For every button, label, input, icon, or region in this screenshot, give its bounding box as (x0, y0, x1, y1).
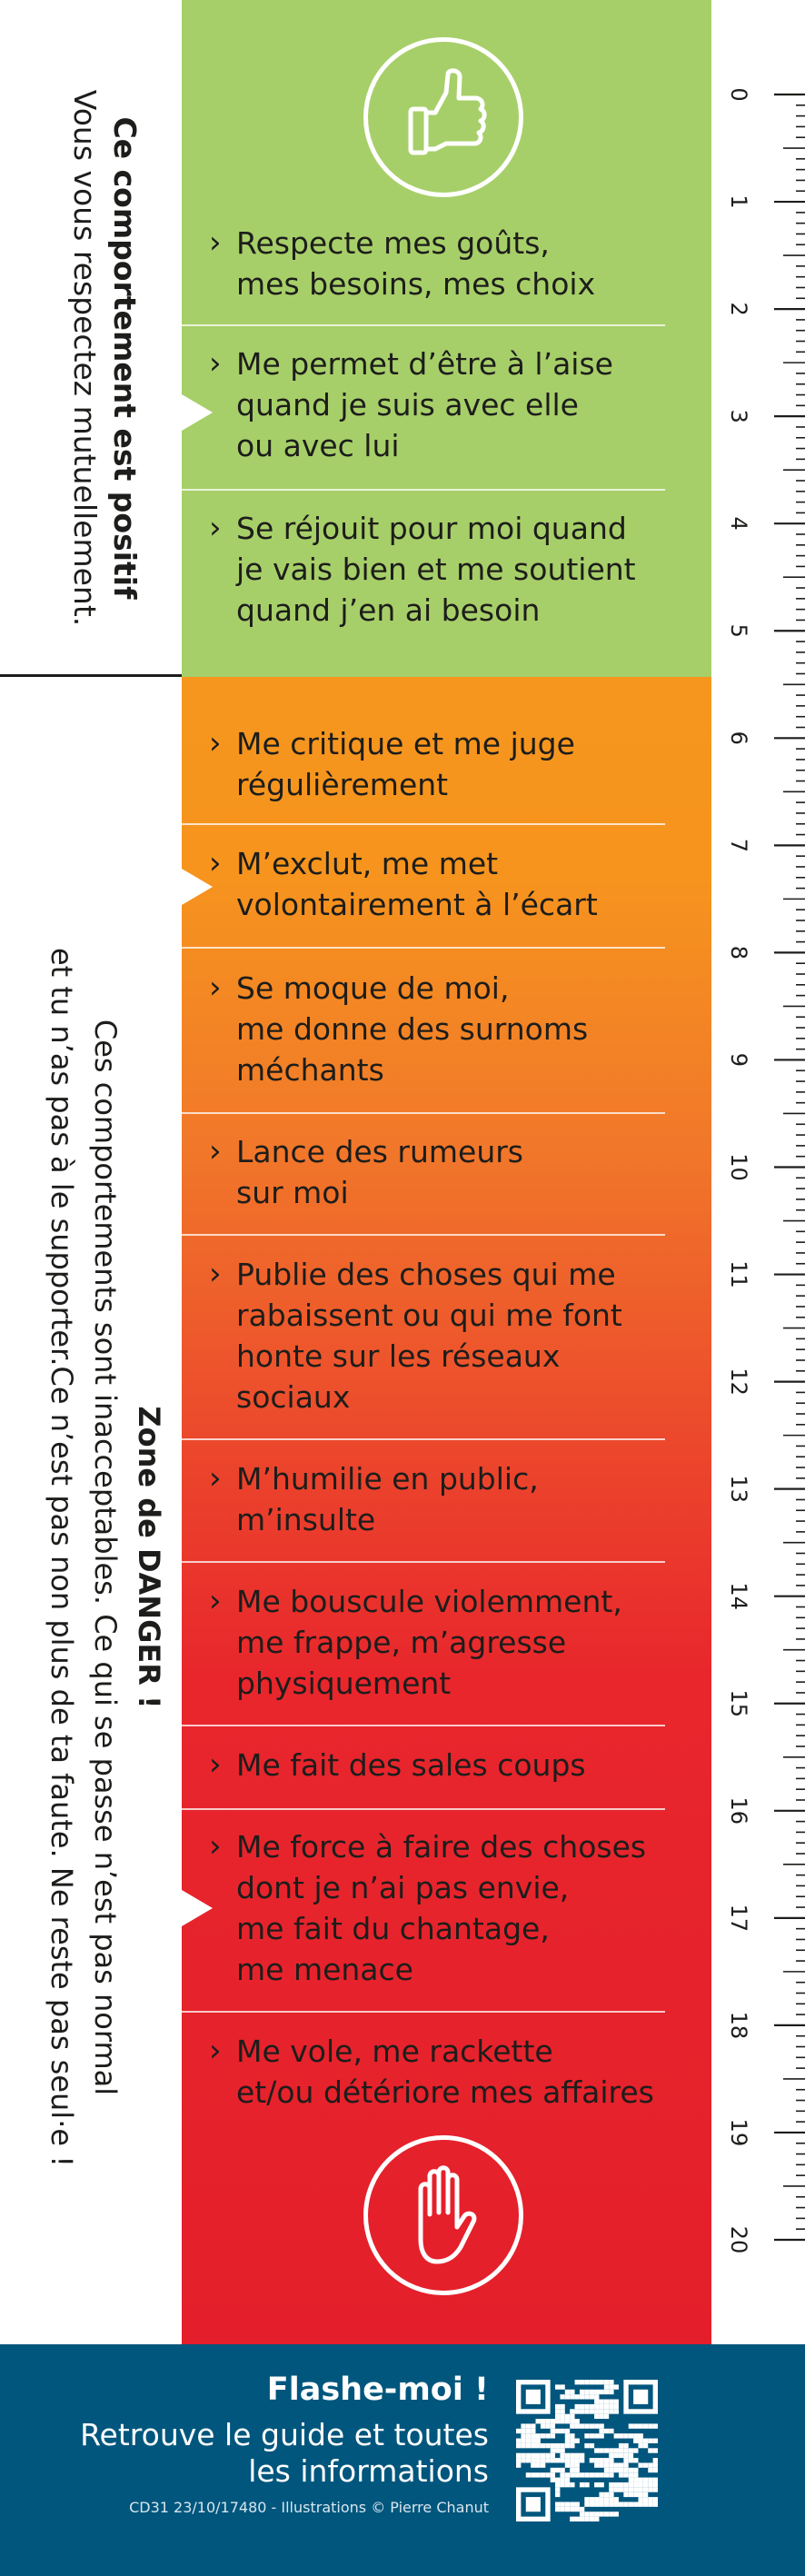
item-separator (182, 823, 665, 825)
chevron-right-icon: › (209, 1256, 222, 1292)
positive-title: Ce comportement est positif (107, 116, 143, 600)
chevron-right-icon: › (209, 970, 222, 1006)
danger-pointer-top (182, 869, 213, 905)
ruler-label: 12 (726, 1368, 751, 1396)
chevron-right-icon: › (209, 845, 222, 881)
stop-hand-icon (363, 2135, 523, 2295)
qr-code-icon[interactable] (516, 2380, 658, 2521)
danger-title: Zone de DANGER ! (132, 1406, 166, 1709)
ruler-label: 19 (726, 2118, 751, 2147)
ruler-label: 17 (726, 1904, 751, 1933)
section-divider (0, 674, 182, 677)
ruler-label: 8 (726, 945, 751, 960)
left-caption-column (0, 0, 182, 2344)
danger-subtitle: Ces comportements sont inacceptables. Ce qui se passe n’est pas normal (88, 1019, 123, 2096)
chevron-right-icon: › (209, 510, 222, 546)
ruler-label: 4 (726, 516, 751, 531)
ruler-label: 11 (726, 1260, 751, 1288)
ruler-label: 15 (726, 1689, 751, 1718)
item-separator (182, 1234, 665, 1236)
ruler-label: 5 (726, 623, 751, 638)
positive-pointer (182, 394, 213, 431)
ruler (711, 0, 805, 2344)
ruler-label: 3 (726, 409, 751, 423)
item-separator (182, 1438, 665, 1440)
ruler-label: 1 (726, 194, 751, 209)
thumbs-up-icon (363, 37, 523, 197)
ruler-label: 6 (726, 731, 751, 745)
chevron-right-icon: › (209, 1133, 222, 1169)
item-separator (182, 1561, 665, 1563)
chevron-right-icon: › (209, 1583, 222, 1619)
positive-caption (35, 12, 144, 704)
footer-subtitle: Retrouve le guide et toutes les informations (80, 2417, 489, 2489)
danger-pointer-bottom (182, 1890, 213, 1926)
item-separator (182, 947, 665, 949)
item-separator (182, 1808, 665, 1810)
chevron-right-icon: › (209, 345, 222, 382)
footer-credit: CD31 23/10/17480 - Illustrations © Pierre Chanut (129, 2499, 489, 2516)
ruler-label: 10 (726, 1153, 751, 1181)
ruler-label: 16 (726, 1796, 751, 1825)
chevron-right-icon: › (209, 1460, 222, 1497)
danger-caption (7, 817, 171, 2298)
chevron-right-icon: › (209, 224, 222, 261)
item-separator (182, 1112, 665, 1114)
ruler-label: 9 (726, 1052, 751, 1068)
footer (0, 2344, 805, 2576)
danger-subtitle-2: et tu n’as pas à le supporter.Ce n’est pas non plus de ta faute. Ne reste pas seul·e ! (45, 947, 79, 2168)
ruler-label: 14 (726, 1582, 751, 1610)
item-separator (182, 324, 665, 326)
chevron-right-icon: › (209, 725, 222, 761)
footer-title: Flashe-moi ! (266, 2372, 489, 2408)
item-separator (182, 489, 665, 491)
ruler-label: 13 (726, 1475, 751, 1503)
ruler-label: 0 (726, 87, 751, 102)
item-separator (182, 1725, 665, 1726)
item-separator (182, 2011, 665, 2013)
chevron-right-icon: › (209, 1746, 222, 1783)
ruler-label: 20 (726, 2225, 751, 2254)
chevron-right-icon: › (209, 1828, 222, 1865)
ruler-label: 7 (726, 838, 751, 852)
ruler-scale (711, 0, 805, 2344)
ruler-label: 18 (726, 2011, 751, 2040)
ruler-label: 2 (726, 302, 751, 316)
chevron-right-icon: › (209, 2033, 222, 2069)
positive-subtitle: Vous vous respectez mutuellement. (67, 89, 103, 627)
